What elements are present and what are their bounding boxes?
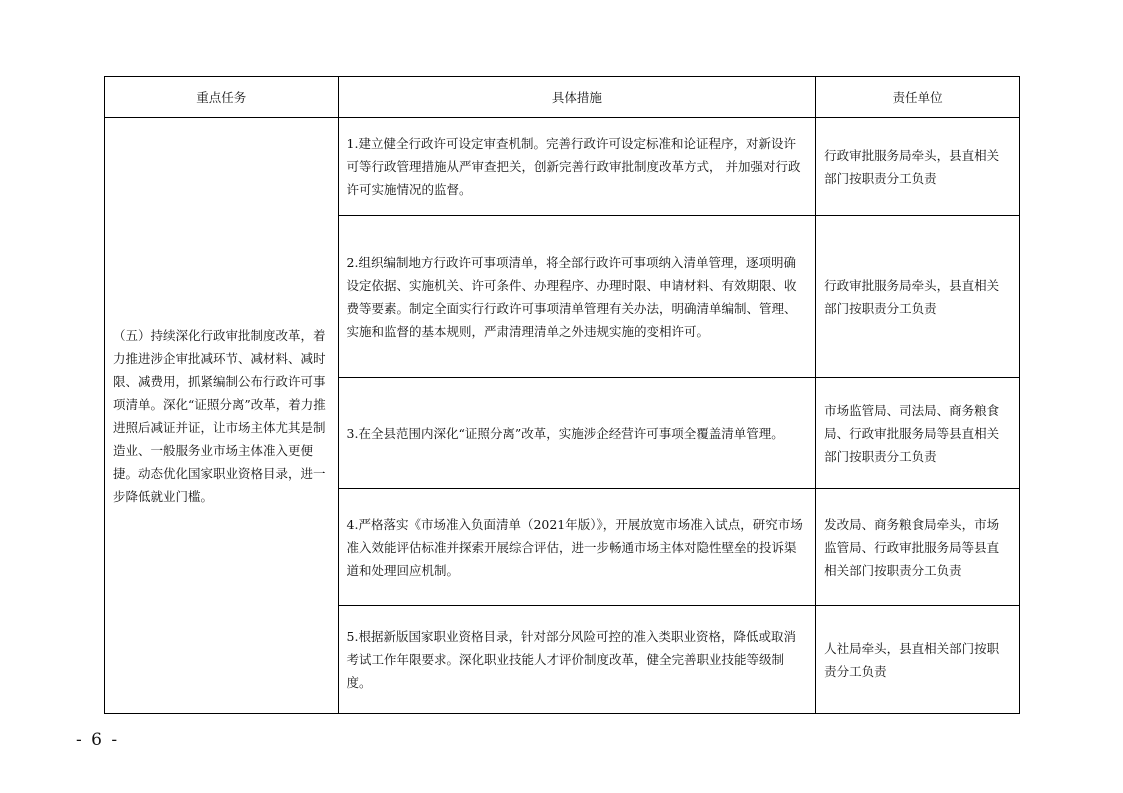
measure-cell: 1.建立健全行政许可设定审查机制。完善行政许可设定标准和论证程序，对新设许可等行政管理措施从严审查把关，创新完善行政审批制度改革方式， 并加强对行政许可实施情况的监督。 [338,118,816,216]
unit-cell: 市场监管局、司法局、商务粮食局、行政审批服务局等县直相关部门按职责分工负责 [816,378,1020,489]
task-table [104,76,1020,714]
header-task: 重点任务 [105,77,339,118]
header-measures: 具体措施 [338,77,816,118]
measure-cell: 4.严格落实《市场准入负面清单（2021年版）》，开展放宽市场准入试点，研究市场准入效能评估标准并探索开展综合评估，进一步畅通市场主体对隐性壁垒的投诉渠道和处理回应机制。 [338,489,816,606]
page-number: - 6 - [76,730,120,750]
unit-cell: 行政审批服务局牵头，县直相关部门按职责分工负责 [816,216,1020,378]
header-unit: 责任单位 [816,77,1020,118]
measure-cell: 5.根据新版国家职业资格目录，针对部分风险可控的准入类职业资格，降低或取消考试工作年限要求。深化职业技能人才评价制度改革，健全完善职业技能等级制度。 [338,606,816,714]
task-description: （五）持续深化行政审批制度改革，着力推进涉企审批减环节、减材料、减时限、减费用，抓紧编制公布行政许可事项清单。深化“证照分离”改革，着力推进照后减证并证，让市场主体尤其是制造业、一般服务业市场主体准入更便捷。动态优化国家职业资格目录，进一步降低就业门槛。 [105,118,339,714]
measure-cell: 3.在全县范围内深化“证照分离”改革，实施涉企经营许可事项全覆盖清单管理。 [338,378,816,489]
unit-cell: 发改局、商务粮食局牵头，市场监管局、行政审批服务局等县直相关部门按职责分工负责 [816,489,1020,606]
table-row [105,118,1020,216]
unit-cell: 人社局牵头，县直相关部门按职责分工负责 [816,606,1020,714]
unit-cell: 行政审批服务局牵头，县直相关部门按职责分工负责 [816,118,1020,216]
table-header-row [105,77,1020,118]
measure-cell: 2.组织编制地方行政许可事项清单，将全部行政许可事项纳入清单管理，逐项明确设定依据、实施机关、许可条件、办理程序、办理时限、申请材料、有效期限、收费等要素。制定全面实行行政许可事项清单管理有关办法，明确清单编制、管理、实施和监督的基本规则，严肃清理清单之外违规实施的变相许可。 [338,216,816,378]
